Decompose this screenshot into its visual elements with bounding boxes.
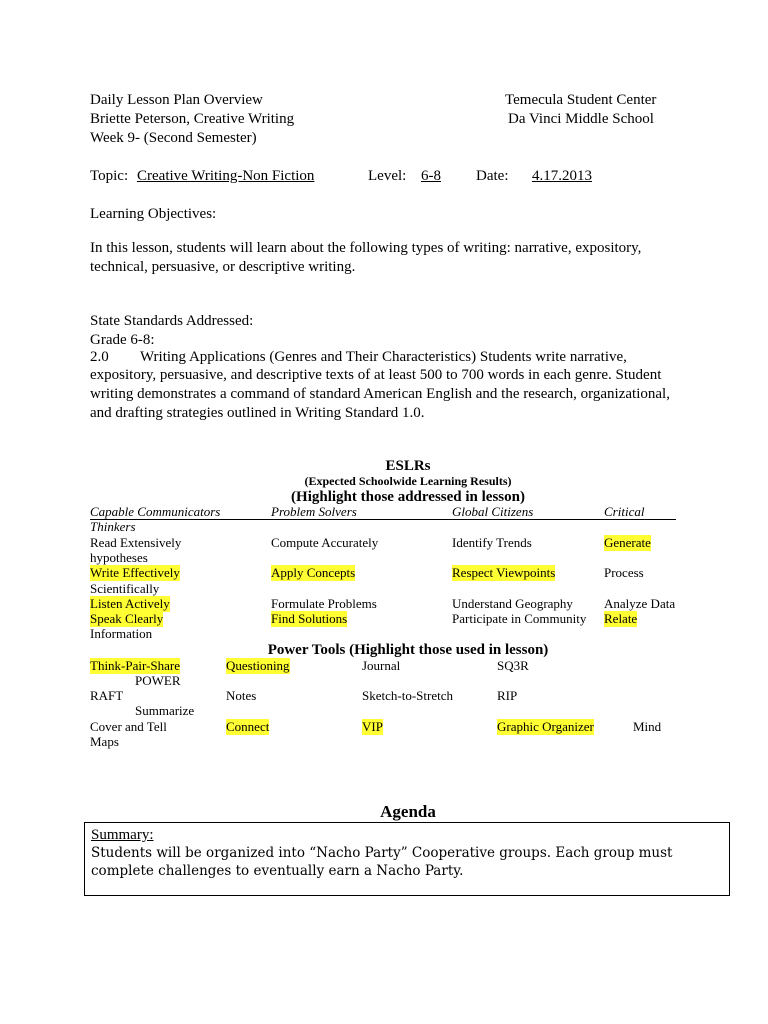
standards-grade: Grade 6-8: xyxy=(90,332,155,348)
eslrs-col-thinkers: Thinkers xyxy=(90,519,136,534)
agenda-summary-box xyxy=(84,822,730,896)
eslr-speak-clearly: Speak Clearly xyxy=(90,611,164,626)
tool-cover-and-tell: Cover and Tell xyxy=(90,719,167,734)
tool-sq3r: SQ3R xyxy=(497,658,529,673)
eslr-relate: Relate xyxy=(604,611,638,626)
eslr-wrap-scientifically: Scientifically xyxy=(90,581,160,596)
eslr-formulate-problems: Formulate Problems xyxy=(271,596,377,611)
summary-text: Students will be organized into “Nacho Party” Cooperative groups. Each group must complete challenges to eventually earn a Nacho Party. xyxy=(91,845,673,879)
tool-questioning: Questioning xyxy=(226,658,290,673)
eslr-find-solutions: Find Solutions xyxy=(271,611,348,626)
eslr-identify-trends: Identify Trends xyxy=(452,535,532,550)
tool-journal: Journal xyxy=(362,658,401,673)
tool-notes: Notes xyxy=(226,688,257,703)
tool-mind: Mind xyxy=(633,719,662,734)
eslr-write-effectively: Write Effectively xyxy=(90,565,180,580)
tool-connect: Connect xyxy=(226,719,270,734)
eslr-apply-concepts: Apply Concepts xyxy=(271,565,356,580)
eslrs-instruction: (Highlight those addressed in lesson) xyxy=(291,489,525,505)
eslr-wrap-hypotheses: hypotheses xyxy=(90,550,148,565)
eslrs-col-global-citizens: Global Citizens xyxy=(452,504,534,519)
eslr-process: Process xyxy=(604,565,644,580)
eslr-participate-community: Participate in Community xyxy=(452,611,587,626)
tool-rip: RIP xyxy=(497,688,518,703)
school-name: Da Vinci Middle School xyxy=(508,111,654,127)
level-value: 6-8 xyxy=(421,168,441,184)
topic-value: Creative Writing-Non Fiction xyxy=(137,168,315,184)
tool-graphic-organizer: Graphic Organizer xyxy=(497,719,594,734)
eslr-compute-accurately: Compute Accurately xyxy=(271,535,379,550)
eslr-listen-actively: Listen Actively xyxy=(90,596,170,611)
eslr-understand-geography: Understand Geography xyxy=(452,596,573,611)
eslr-generate: Generate xyxy=(604,535,651,550)
standards-heading: State Standards Addressed: xyxy=(90,313,254,329)
agenda-title: Agenda xyxy=(380,802,436,821)
eslrs-col-critical: Critical xyxy=(604,504,645,519)
eslr-analyze-data: Analyze Data xyxy=(604,596,676,611)
eslrs-subtitle: (Expected Schoolwide Learning Results) xyxy=(304,474,512,488)
level-label: Level: xyxy=(368,168,407,184)
eslrs-col-problem-solvers: Problem Solvers xyxy=(271,504,357,519)
objectives-heading: Learning Objectives: xyxy=(90,206,217,222)
objectives-text: In this lesson, students will learn about the following types of writing: narrative, expository, technical, persuasive, or descriptive writing. xyxy=(90,240,642,275)
eslr-wrap-information: Information xyxy=(90,626,153,641)
tool-vip: VIP xyxy=(362,719,383,734)
eslr-read-extensively: Read Extensively xyxy=(90,535,182,550)
power-tools-title: Power Tools (Highlight those used in lesson) xyxy=(267,642,549,658)
standards-text: expository, persuasive, and descriptive texts of at least 500 to 700 words in each genre. Student writing demonstrates a command of standard American English and the research, organizational, and drafting strategies outlined in Writing Standard 1.0. xyxy=(90,367,670,421)
eslr-respect-viewpoints: Respect Viewpoints xyxy=(452,565,556,580)
eslrs-header-rule xyxy=(90,519,676,520)
standards-line-1: Writing Applications (Genres and Their Characteristics) Students write narrative, xyxy=(140,349,627,365)
tool-wrap-power: POWER xyxy=(135,673,181,688)
tool-sketch-to-stretch: Sketch-to-Stretch xyxy=(362,688,453,703)
eslrs-title: ESLRs xyxy=(385,458,431,474)
summary-label: Summary: xyxy=(91,827,154,843)
topic-label: Topic: xyxy=(90,168,129,184)
tool-raft: RAFT xyxy=(90,688,124,703)
tool-think-pair-share: Think-Pair-Share xyxy=(90,658,180,673)
eslrs-col-communicators: Capable Communicators xyxy=(90,504,221,519)
header-line-3: Week 9- (Second Semester) xyxy=(90,130,257,146)
standards-number: 2.0 xyxy=(90,349,109,365)
tool-wrap-summarize: Summarize xyxy=(135,703,195,718)
header-line-1: Daily Lesson Plan Overview xyxy=(90,92,263,108)
tool-wrap-maps: Maps xyxy=(90,734,119,749)
date-label: Date: xyxy=(476,168,509,184)
center-name: Temecula Student Center xyxy=(505,92,657,108)
header-line-2: Briette Peterson, Creative Writing xyxy=(90,111,295,127)
date-value: 4.17.2013 xyxy=(532,168,592,184)
